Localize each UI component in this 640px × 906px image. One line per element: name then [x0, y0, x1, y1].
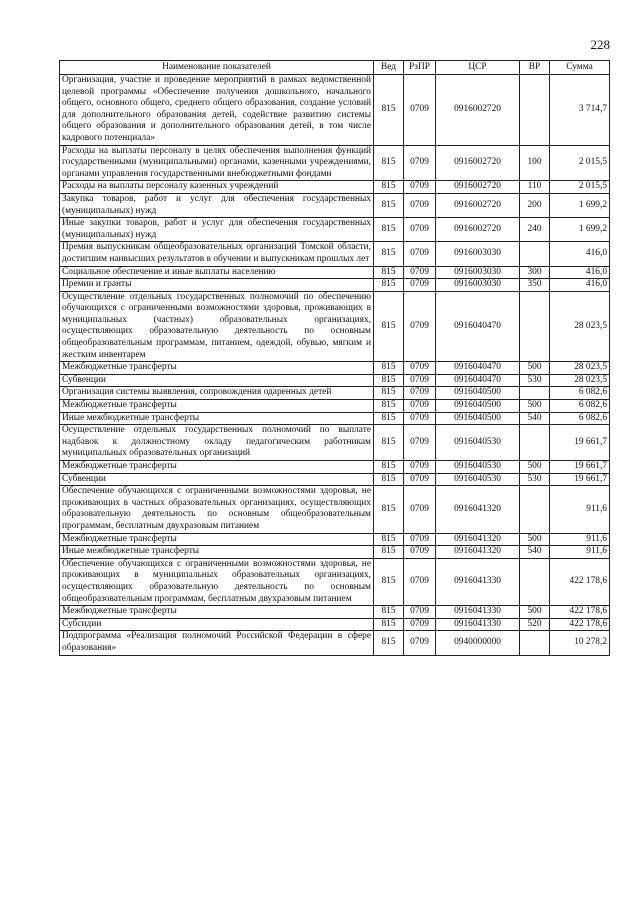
row-csr: 0916040500: [436, 400, 520, 413]
row-vr: 500: [520, 533, 550, 546]
row-vr: 110: [520, 181, 550, 194]
row-ved: 815: [374, 558, 404, 605]
row-sum: 422 178,6: [550, 606, 610, 619]
row-vr: 540: [520, 412, 550, 425]
row-rzpr: 0709: [404, 425, 436, 461]
row-vr: 100: [520, 145, 550, 181]
row-name: Межбюджетные трансферты: [60, 533, 374, 546]
row-sum: 2 015,5: [550, 181, 610, 194]
row-name: Иные закупки товаров, работ и услуг для обеспечения государственных (муниципальных) нужд: [60, 218, 374, 242]
row-csr: 0916041330: [436, 558, 520, 605]
row-vr: [520, 242, 550, 266]
row-vr: 240: [520, 218, 550, 242]
row-vr: 520: [520, 618, 550, 631]
row-name: Межбюджетные трансферты: [60, 461, 374, 474]
row-sum: 10 278,2: [550, 631, 610, 655]
row-rzpr: 0709: [404, 75, 436, 146]
row-rzpr: 0709: [404, 400, 436, 413]
row-name: Подпрограмма «Реализация полномочий Российской Федерации в сфере образования»: [60, 631, 374, 655]
budget-table: [59, 60, 610, 656]
table-row: [60, 618, 610, 631]
row-ved: 815: [374, 374, 404, 387]
table-row: [60, 631, 610, 655]
row-name: Осуществление отдельных государственных полномочий по обеспечению обучающихся с ограниченными возможностями здоровья, проживающих в муниципальных (частных) образовательных организациях, осуществляющих образовательную деятельность по основным общеобразовательным программам, питанием, одеждой, обувью, мягким и жестким инвентарем: [60, 291, 374, 362]
row-ved: 815: [374, 181, 404, 194]
table-row: [60, 486, 610, 533]
row-rzpr: 0709: [404, 606, 436, 619]
row-csr: 0916041330: [436, 606, 520, 619]
row-rzpr: 0709: [404, 242, 436, 266]
row-vr: 500: [520, 606, 550, 619]
row-sum: 1 699,2: [550, 193, 610, 217]
row-csr: 0916002720: [436, 145, 520, 181]
header-vr: ВР: [520, 61, 550, 75]
row-ved: 815: [374, 75, 404, 146]
row-name: Расходы на выплаты персоналу в целях обеспечения выполнения функций государственными (муниципальными) органами, казенными учреждениями, органами управления государственными внебюджетными фондами: [60, 145, 374, 181]
table-row: [60, 461, 610, 474]
row-name: Субсидии: [60, 618, 374, 631]
row-csr: 0940000000: [436, 631, 520, 655]
row-sum: 416,0: [550, 266, 610, 279]
table-row: [60, 400, 610, 413]
row-rzpr: 0709: [404, 291, 436, 362]
table-row: [60, 425, 610, 461]
row-vr: 540: [520, 546, 550, 559]
row-name: Организация, участие и проведение мероприятий в рамках ведомственной целевой программы «Обеспечение получения дошкольного, начального общего, основного общего, среднего общего образования, создание условий для дополнительного образования детей, содействие развитию системы общего образования и дополнительного образования детей, в том числе кадрового потенциала»: [60, 75, 374, 146]
table-row: [60, 145, 610, 181]
row-ved: 815: [374, 387, 404, 400]
row-vr: [520, 75, 550, 146]
row-csr: 0916002720: [436, 193, 520, 217]
row-csr: 0916003030: [436, 266, 520, 279]
row-name: Закупка товаров, работ и услуг для обеспечения государственных (муниципальных) нужд: [60, 193, 374, 217]
header-name: Наименование показателей: [60, 61, 374, 75]
row-rzpr: 0709: [404, 362, 436, 375]
table-row: [60, 473, 610, 486]
row-ved: 815: [374, 400, 404, 413]
row-csr: 0916040530: [436, 425, 520, 461]
row-ved: 815: [374, 279, 404, 292]
row-ved: 815: [374, 291, 404, 362]
row-name: Осуществление отдельных государственных полномочий по выплате надбавок к должностному окладу педагогическим работникам муниципальных образовательных организаций: [60, 425, 374, 461]
row-vr: 500: [520, 400, 550, 413]
table-row: [60, 75, 610, 146]
row-name: Премии и гранты: [60, 279, 374, 292]
row-sum: 6 082,6: [550, 400, 610, 413]
row-sum: 2 015,5: [550, 145, 610, 181]
header-ved: Вед: [374, 61, 404, 75]
row-sum: 911,6: [550, 546, 610, 559]
row-sum: 6 082,6: [550, 387, 610, 400]
table-row: [60, 279, 610, 292]
row-sum: 3 714,7: [550, 75, 610, 146]
row-sum: 911,6: [550, 533, 610, 546]
row-vr: 530: [520, 473, 550, 486]
row-ved: 815: [374, 533, 404, 546]
row-csr: 0916003030: [436, 242, 520, 266]
row-csr: 0916041330: [436, 618, 520, 631]
row-vr: [520, 425, 550, 461]
header-sum: Сумма: [550, 61, 610, 75]
row-ved: 815: [374, 631, 404, 655]
row-name: Иные межбюджетные трансферты: [60, 546, 374, 559]
row-sum: 19 661,7: [550, 425, 610, 461]
row-rzpr: 0709: [404, 266, 436, 279]
row-vr: [520, 558, 550, 605]
row-ved: 815: [374, 618, 404, 631]
page-number: 228: [590, 37, 610, 52]
row-sum: 422 178,6: [550, 618, 610, 631]
row-csr: 0916040500: [436, 412, 520, 425]
row-sum: 422 178,6: [550, 558, 610, 605]
row-rzpr: 0709: [404, 618, 436, 631]
row-vr: 350: [520, 279, 550, 292]
row-rzpr: 0709: [404, 412, 436, 425]
row-ved: 815: [374, 425, 404, 461]
row-ved: 815: [374, 242, 404, 266]
table-row: [60, 218, 610, 242]
table-row: [60, 181, 610, 194]
row-rzpr: 0709: [404, 533, 436, 546]
row-vr: 300: [520, 266, 550, 279]
row-vr: 500: [520, 461, 550, 474]
row-rzpr: 0709: [404, 473, 436, 486]
table-row: [60, 242, 610, 266]
table-row: [60, 546, 610, 559]
table-row: [60, 558, 610, 605]
row-csr: 0916041320: [436, 546, 520, 559]
table-row: [60, 266, 610, 279]
row-ved: 815: [374, 461, 404, 474]
row-rzpr: 0709: [404, 486, 436, 533]
row-csr: 0916002720: [436, 218, 520, 242]
row-sum: 28 023,5: [550, 374, 610, 387]
row-csr: 0916002720: [436, 181, 520, 194]
row-name: Субвенции: [60, 473, 374, 486]
row-name: Обеспечение обучающихся с ограниченными возможностями здоровья, не проживающих в муниципальных образовательных организациях, осуществляющих образовательную деятельность по основным общеобразовательным программам, бесплатным двухразовым питанием: [60, 558, 374, 605]
row-vr: 500: [520, 362, 550, 375]
row-rzpr: 0709: [404, 558, 436, 605]
row-sum: 1 699,2: [550, 218, 610, 242]
row-name: Расходы на выплаты персоналу казенных учреждений: [60, 181, 374, 194]
row-sum: 19 661,7: [550, 461, 610, 474]
row-rzpr: 0709: [404, 374, 436, 387]
row-vr: [520, 631, 550, 655]
row-csr: 0916003030: [436, 279, 520, 292]
row-sum: 416,0: [550, 279, 610, 292]
table-row: [60, 533, 610, 546]
row-ved: 815: [374, 546, 404, 559]
row-vr: [520, 486, 550, 533]
row-name: Организация системы выявления, сопровождения одаренных детей: [60, 387, 374, 400]
row-rzpr: 0709: [404, 145, 436, 181]
row-ved: 815: [374, 145, 404, 181]
row-csr: 0916040530: [436, 461, 520, 474]
row-csr: 0916040470: [436, 374, 520, 387]
row-ved: 815: [374, 362, 404, 375]
row-ved: 815: [374, 193, 404, 217]
row-vr: [520, 387, 550, 400]
row-ved: 815: [374, 606, 404, 619]
table-row: [60, 374, 610, 387]
row-csr: 0916040470: [436, 362, 520, 375]
header-csr: ЦСР: [436, 61, 520, 75]
row-csr: 0916041320: [436, 486, 520, 533]
row-ved: 815: [374, 266, 404, 279]
row-sum: 19 661,7: [550, 473, 610, 486]
row-sum: 911,6: [550, 486, 610, 533]
row-sum: 6 082,6: [550, 412, 610, 425]
row-name: Иные межбюджетные трансферты: [60, 412, 374, 425]
row-csr: 0916002720: [436, 75, 520, 146]
row-rzpr: 0709: [404, 546, 436, 559]
row-vr: [520, 291, 550, 362]
row-ved: 815: [374, 473, 404, 486]
table-row: [60, 193, 610, 217]
row-name: Межбюджетные трансферты: [60, 362, 374, 375]
row-name: Премия выпускникам общеобразовательных организаций Томской области, достигшим наивысших результатов в обучении и выпускникам прошлых лет: [60, 242, 374, 266]
row-csr: 0916041320: [436, 533, 520, 546]
row-sum: 28 023,5: [550, 291, 610, 362]
row-name: Социальное обеспечение и иные выплаты населению: [60, 266, 374, 279]
header-rzpr: РзПР: [404, 61, 436, 75]
row-ved: 815: [374, 486, 404, 533]
row-rzpr: 0709: [404, 218, 436, 242]
row-rzpr: 0709: [404, 193, 436, 217]
table-row: [60, 412, 610, 425]
row-sum: 416,0: [550, 242, 610, 266]
table-header-row: [60, 61, 610, 75]
row-sum: 28 023,5: [550, 362, 610, 375]
row-rzpr: 0709: [404, 279, 436, 292]
row-vr: 530: [520, 374, 550, 387]
row-csr: 0916040470: [436, 291, 520, 362]
table-row: [60, 387, 610, 400]
row-vr: 200: [520, 193, 550, 217]
row-rzpr: 0709: [404, 387, 436, 400]
row-rzpr: 0709: [404, 181, 436, 194]
table-row: [60, 606, 610, 619]
row-ved: 815: [374, 412, 404, 425]
row-rzpr: 0709: [404, 461, 436, 474]
row-name: Обеспечение обучающихся с ограниченными возможностями здоровья, не проживающих в частных образовательных организациях, осуществляющих образовательную деятельность по основным общеобразовательным программам, бесплатным двухразовым питанием: [60, 486, 374, 533]
row-name: Межбюджетные трансферты: [60, 606, 374, 619]
row-ved: 815: [374, 218, 404, 242]
row-csr: 0916040530: [436, 473, 520, 486]
table-row: [60, 362, 610, 375]
row-csr: 0916040500: [436, 387, 520, 400]
row-name: Субвенции: [60, 374, 374, 387]
table-row: [60, 291, 610, 362]
row-rzpr: 0709: [404, 631, 436, 655]
row-name: Межбюджетные трансферты: [60, 400, 374, 413]
